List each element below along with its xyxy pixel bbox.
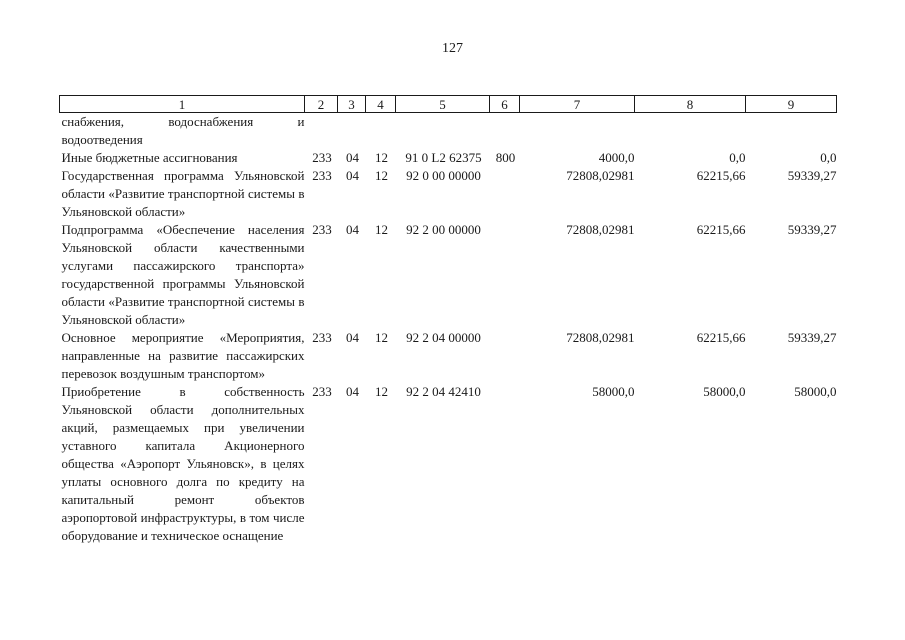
cell-amount-1: 58000,0 (592, 384, 635, 399)
table-row (60, 167, 837, 221)
cell-subsection: 12 (375, 330, 388, 345)
table-row (60, 383, 837, 545)
row-description: Государственная программа Ульяновской области «Развитие транспортной системы в Ульяновской области» (61, 168, 305, 219)
cell-expense-type (490, 383, 520, 545)
budget-table (59, 95, 837, 545)
cell-subsection: 12 (375, 222, 388, 237)
row-description: Приобретение в собственность Ульяновской области дополнительных акций, размещаемых при увеличении уставного капитала Акционерного общества «Аэропорт Ульяновск», в целях уплаты основного долга по кредиту на капитальный ремонт объектов аэропортовой инфраструктуры, в том числе оборудование и техническое оснащение (61, 384, 305, 543)
cell-amount-1: 72808,02981 (566, 168, 635, 183)
cell-section: 04 (346, 150, 359, 165)
cell-amount-2: 0,0 (729, 150, 746, 165)
cell-expense-type: 800 (495, 150, 516, 165)
cell-subsection: 12 (375, 384, 388, 399)
column-header: 8 (635, 96, 746, 113)
row-description: Иные бюджетные ассигнования (61, 150, 238, 165)
column-header: 6 (490, 96, 520, 113)
row-description: Основное мероприятие «Мероприятия, направленные на развитие пассажирских перевозок воздушным транспортом» (61, 330, 305, 381)
cell-subsection: 12 (375, 150, 388, 165)
cell-amount-2 (635, 113, 746, 150)
cell-ministry-code: 233 (312, 222, 332, 237)
header-row (60, 96, 837, 113)
cell-ministry-code: 233 (312, 330, 332, 345)
column-header: 1 (60, 96, 305, 113)
column-header: 7 (520, 96, 635, 113)
cell-amount-1: 72808,02981 (566, 330, 635, 345)
cell-expense-type (490, 329, 520, 383)
cell-ministry-code (305, 113, 338, 150)
cell-target-article (396, 113, 490, 150)
cell-expense-type (490, 221, 520, 329)
cell-section: 04 (346, 222, 359, 237)
row-description: снабжения, водоснабжения и водоотведения (61, 114, 305, 147)
row-description: Подпрограмма «Обеспечение населения Ульяновской области качественными услугами пассажирского транспорта» государственной программы Ульяновской области «Развитие транспортной системы в Ульяновской области» (61, 222, 305, 327)
cell-target-article: 91 0 L2 62375 (405, 150, 482, 165)
cell-subsection (366, 113, 396, 150)
cell-amount-3: 59339,27 (787, 330, 837, 345)
cell-amount-3: 59339,27 (787, 222, 837, 237)
cell-section: 04 (346, 168, 359, 183)
cell-amount-1: 72808,02981 (566, 222, 635, 237)
table-row (60, 329, 837, 383)
cell-section: 04 (346, 384, 359, 399)
cell-target-article: 92 2 04 00000 (406, 330, 481, 345)
cell-section: 04 (346, 330, 359, 345)
table-row (60, 221, 837, 329)
cell-ministry-code: 233 (312, 150, 332, 165)
cell-expense-type (490, 167, 520, 221)
cell-target-article: 92 2 00 00000 (406, 222, 481, 237)
cell-ministry-code: 233 (312, 168, 332, 183)
cell-amount-1: 4000,0 (598, 150, 635, 165)
page-number: 127 (442, 41, 463, 56)
cell-amount-3: 59339,27 (787, 168, 837, 183)
table-body (60, 113, 837, 546)
cell-expense-type (490, 113, 520, 150)
column-header: 4 (366, 96, 396, 113)
cell-ministry-code: 233 (312, 384, 332, 399)
column-header: 2 (305, 96, 338, 113)
cell-amount-3 (746, 113, 837, 150)
cell-subsection: 12 (375, 168, 388, 183)
cell-amount-3: 0,0 (820, 150, 837, 165)
table-header (60, 96, 837, 113)
column-header: 5 (396, 96, 490, 113)
cell-amount-3: 58000,0 (794, 384, 837, 399)
column-header: 9 (746, 96, 837, 113)
cell-amount-2: 62215,66 (696, 168, 746, 183)
cell-target-article: 92 0 00 00000 (406, 168, 481, 183)
cell-section (338, 113, 366, 150)
table-row (60, 113, 837, 150)
cell-amount-1 (520, 113, 635, 150)
cell-amount-2: 58000,0 (703, 384, 746, 399)
column-header: 3 (338, 96, 366, 113)
cell-amount-2: 62215,66 (696, 330, 746, 345)
table-row (60, 149, 837, 167)
cell-amount-2: 62215,66 (696, 222, 746, 237)
cell-target-article: 92 2 04 42410 (406, 384, 481, 399)
